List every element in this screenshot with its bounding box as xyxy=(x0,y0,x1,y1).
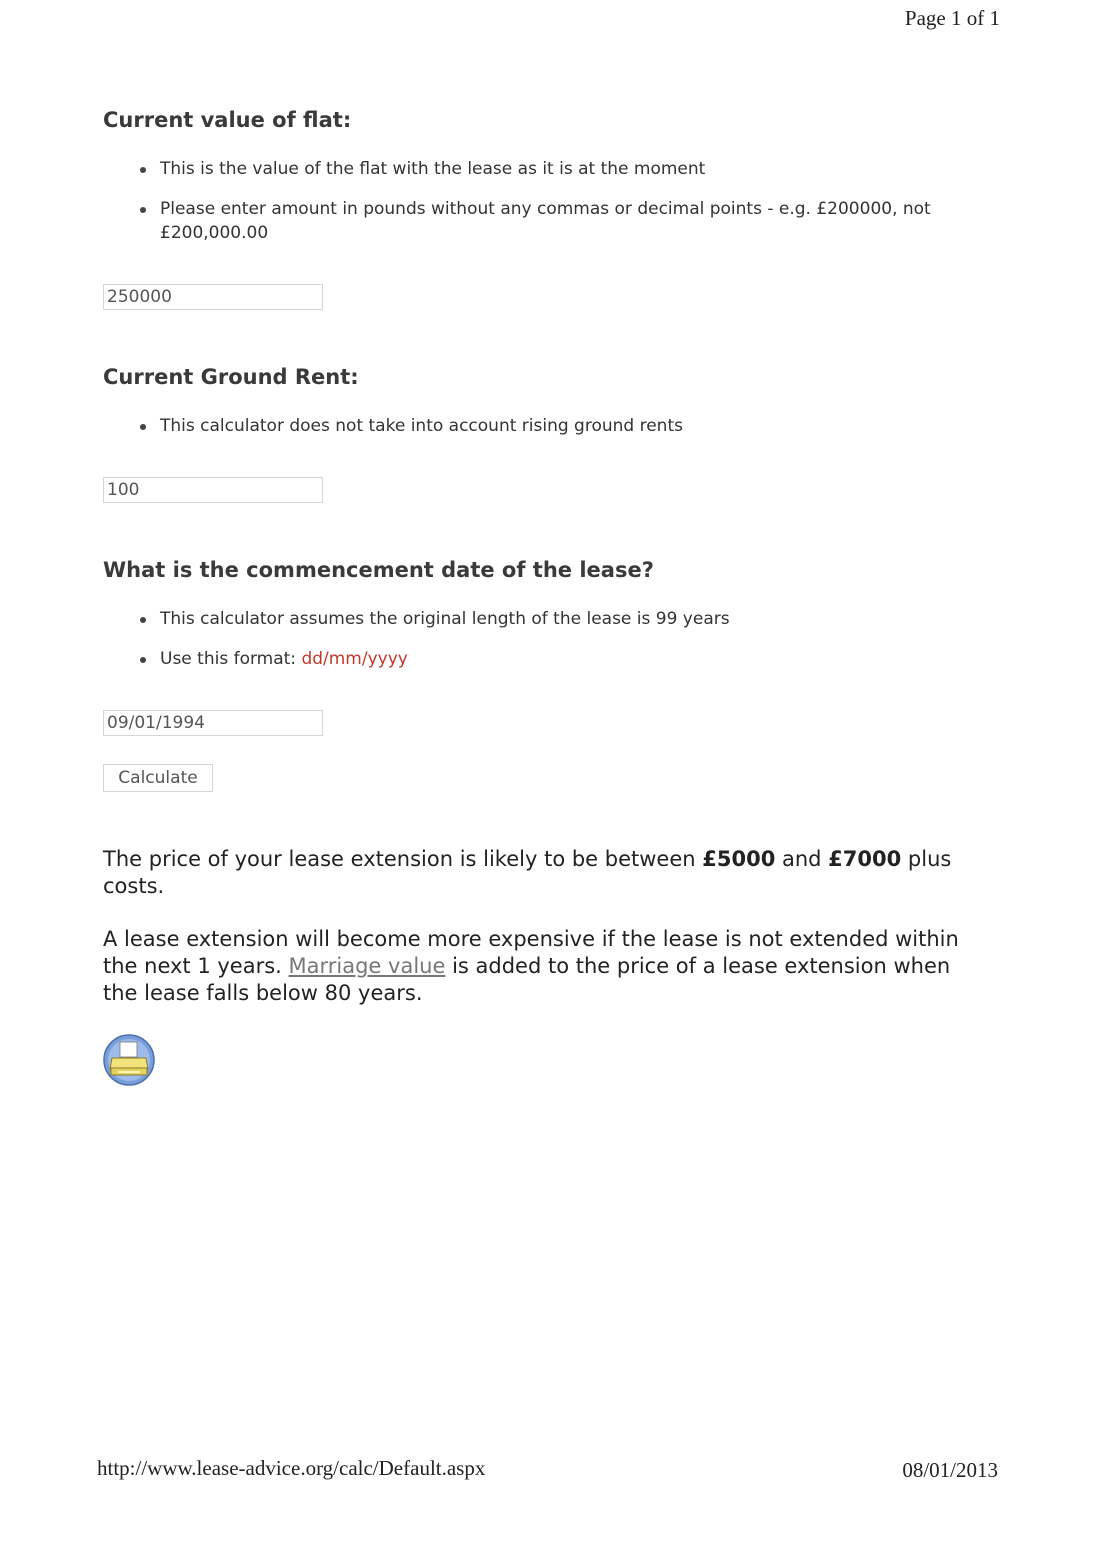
price-low: £5000 xyxy=(702,847,776,871)
printer-icon[interactable] xyxy=(103,1034,155,1086)
ground-rent-heading: Current Ground Rent: xyxy=(103,365,359,389)
flat-value-heading: Current value of flat: xyxy=(103,108,352,132)
footer-date: 08/01/2013 xyxy=(902,1458,998,1482)
marriage-value-warning xyxy=(103,926,983,1007)
list-item: This calculator assumes the original length of the lease is 99 years xyxy=(103,607,983,631)
commencement-date-heading: What is the commencement date of the lease? xyxy=(103,558,654,582)
price-suffix: plus costs. xyxy=(103,847,952,898)
flat-value-notes xyxy=(103,157,983,261)
marriage-value-link[interactable]: Marriage value xyxy=(288,954,446,978)
page-number-label: Page 1 of 1 xyxy=(904,6,1000,30)
footer-url: http://www.lease-advice.org/calc/Default.aspx xyxy=(97,1456,486,1480)
warning-suffix: is added to the price of a lease extension when the lease falls below 80 years. xyxy=(103,954,951,1005)
list-item: This is the value of the flat with the lease as it is at the moment xyxy=(103,157,983,181)
date-format-hint: dd/mm/yyyy xyxy=(301,649,408,669)
format-prefix: Use this format: xyxy=(160,649,302,669)
ground-rent-input[interactable] xyxy=(103,477,323,503)
list-item: Please enter amount in pounds without any commas or decimal points - e.g. £200000, not £200,000.00 xyxy=(103,197,983,245)
price-and: and xyxy=(775,847,829,871)
commencement-date-input[interactable] xyxy=(103,710,323,736)
list-item: This calculator does not take into account rising ground rents xyxy=(103,414,983,438)
price-estimate-text xyxy=(103,846,983,900)
flat-value-input[interactable] xyxy=(103,284,323,310)
price-prefix: The price of your lease extension is likely to be between xyxy=(103,847,703,871)
ground-rent-notes xyxy=(103,414,983,454)
commencement-date-notes xyxy=(103,607,983,687)
calculate-button[interactable]: Calculate xyxy=(103,764,213,792)
price-high: £7000 xyxy=(828,847,902,871)
warning-prefix: A lease extension will become more expensive if the lease is not extended within the next 1 years. xyxy=(103,927,959,978)
list-item xyxy=(103,647,983,671)
